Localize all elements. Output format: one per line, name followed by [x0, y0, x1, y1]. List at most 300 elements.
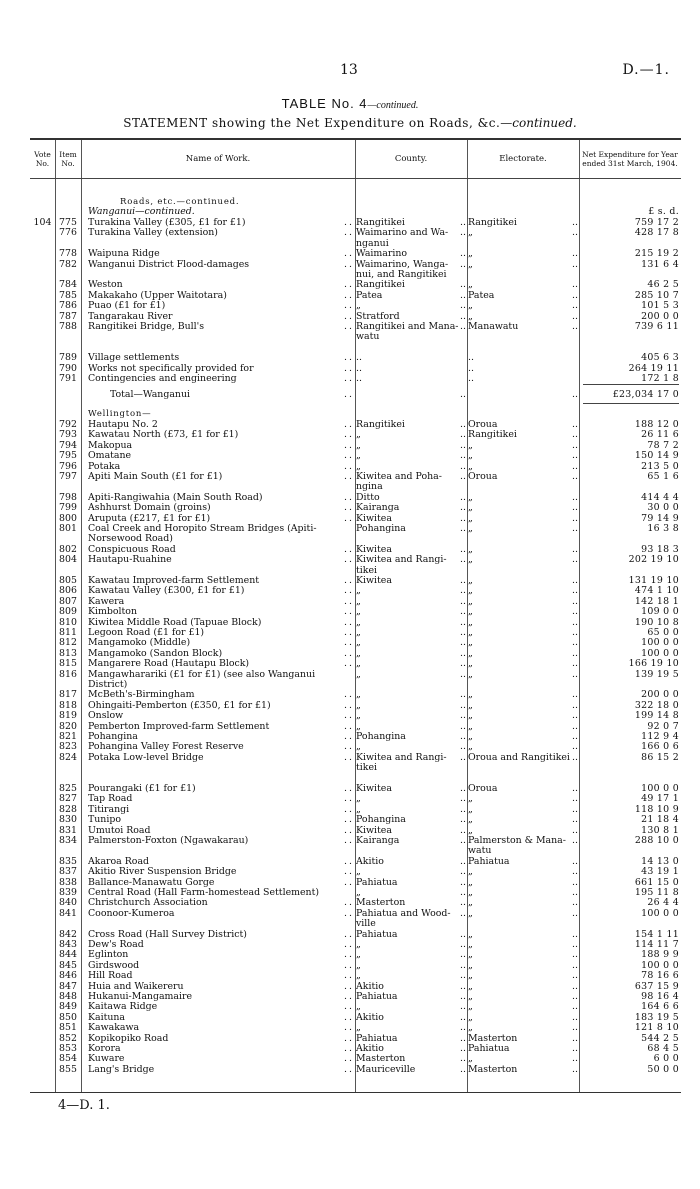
net-amount: 215 19 2 — [634, 248, 679, 260]
county: Masterton — [356, 897, 406, 909]
leader-dots: .. — [572, 824, 578, 836]
leader-dots: .. — [572, 1053, 578, 1065]
work-name: Tangarakau River — [88, 310, 173, 322]
leader-dots: .. — [460, 502, 466, 514]
county: Patea — [356, 289, 383, 301]
item-number: 792 — [59, 419, 77, 430]
leader-dots: .. — [344, 855, 354, 867]
leader-dots: .. — [460, 585, 466, 597]
table-title-suffix: —continued. — [367, 100, 419, 111]
work-name: Potaka — [88, 460, 121, 472]
net-amount: 199 14 8 — [634, 710, 679, 722]
item-number: 825 — [59, 783, 77, 794]
electorate: „ — [468, 741, 473, 753]
leader-dots: .. — [344, 897, 354, 909]
county: „ — [356, 300, 361, 312]
leader-dots: .. — [344, 616, 354, 628]
item-number: 813 — [59, 647, 77, 659]
net-amount: 183 19 5 — [634, 1011, 679, 1023]
leader-dots: .. — [344, 783, 354, 794]
leader-dots: .. — [344, 460, 354, 472]
leader-dots: .. — [344, 835, 354, 846]
leader-dots: .. — [572, 814, 578, 826]
net-amount: 213 5 0 — [641, 460, 679, 472]
item-number: 804 — [59, 554, 77, 566]
leader-dots: .. — [572, 554, 578, 566]
net-amount: 100 0 0 — [641, 783, 679, 794]
work-name: Legoon Road (£1 for £1) — [88, 627, 205, 638]
leader-dots: .. — [460, 835, 466, 846]
leader-dots: .. — [344, 907, 354, 919]
electorate: „ — [468, 991, 473, 1002]
leader-dots: .. — [572, 783, 578, 794]
item-number: 839 — [59, 887, 77, 898]
electorate: „ — [468, 949, 473, 961]
district-label-wellington: Wellington— — [88, 409, 152, 419]
leader-dots: .. — [572, 1063, 578, 1075]
electorate: „ — [468, 897, 473, 909]
item-number: 789 — [59, 352, 77, 364]
leader-dots: .. — [572, 907, 578, 919]
net-amount: 49 17 1 — [641, 793, 679, 805]
net-amount: 200 0 0 — [641, 310, 679, 322]
header-county: County. — [394, 153, 428, 164]
item-number: 778 — [59, 248, 77, 260]
work-name: Tap Road — [88, 793, 133, 805]
net-amount: 428 17 8 — [634, 227, 679, 239]
county: Stratford — [356, 310, 400, 322]
table-header — [30, 140, 681, 179]
work-name: Huia and Waikereru — [88, 980, 184, 992]
county: watu — [356, 331, 380, 343]
county: Waimarino — [356, 248, 408, 260]
leader-dots: .. — [572, 595, 578, 607]
leader-dots: .. — [344, 720, 354, 732]
work-name: Kaituna — [88, 1011, 126, 1023]
net-amount: 131 6 4 — [641, 258, 679, 270]
electorate: .. — [468, 362, 474, 374]
item-number: 784 — [59, 279, 77, 291]
item-number: 851 — [59, 1022, 77, 1034]
work-name: Hill Road — [88, 970, 133, 982]
leader-dots: .. — [460, 289, 466, 301]
electorate: „ — [468, 1001, 473, 1013]
item-number: 820 — [59, 720, 77, 732]
leader-dots: .. — [344, 1022, 354, 1034]
leader-dots: .. — [572, 227, 578, 239]
electorate: Pahiatua — [468, 855, 510, 867]
work-name: Makakaho (Upper Waitotara) — [88, 289, 227, 301]
leader-dots: .. — [460, 523, 466, 534]
electorate: Manawatu — [468, 321, 519, 332]
item-number: 787 — [59, 310, 77, 322]
county: ville — [356, 918, 376, 930]
net-amount: 166 0 6 — [641, 741, 679, 753]
electorate: „ — [468, 258, 473, 270]
item-number: 815 — [59, 658, 77, 670]
leader-dots: .. — [460, 793, 466, 805]
item-number: 834 — [59, 835, 77, 846]
work-name: Waipuna Ridge — [88, 248, 160, 260]
county: Kiwitea and Poha- — [356, 471, 442, 482]
work-name: Ohingaiti-Pemberton (£350, £1 for £1) — [88, 699, 271, 711]
leader-dots: .. — [572, 1001, 578, 1013]
leader-dots: .. — [572, 928, 578, 940]
item-number: 846 — [59, 970, 77, 982]
net-amount: 172 1 8 — [641, 373, 679, 384]
item-number: 821 — [59, 731, 77, 742]
electorate: „ — [468, 803, 473, 815]
work-name: Onslow — [88, 710, 124, 722]
leader-dots: .. — [460, 668, 466, 680]
county: Kiwitea — [356, 575, 392, 586]
net-amount: 98 16 4 — [641, 991, 679, 1002]
table-title-main: TABLE No. 4 — [281, 96, 368, 111]
leader-dots: .. — [572, 512, 578, 524]
item-number: 809 — [59, 606, 77, 618]
leader-dots: .. — [460, 606, 466, 618]
county: „ — [356, 689, 361, 701]
leader-dots: .. — [460, 907, 466, 919]
leader-dots: .. — [460, 980, 466, 992]
electorate: „ — [468, 627, 473, 638]
work-name: Girdswood — [88, 959, 140, 971]
county: tikei — [356, 762, 377, 774]
work-name: Coonoor-Kumeroa — [88, 907, 175, 919]
leader-dots: .. — [572, 585, 578, 597]
leader-dots: .. — [572, 310, 578, 322]
net-amount: 139 19 5 — [634, 668, 679, 680]
leader-dots: .. — [572, 575, 578, 586]
item-number: 790 — [59, 362, 77, 374]
work-name: Ashhurst Domain (groins) — [88, 502, 211, 514]
county: Akitio — [356, 980, 384, 992]
header-name: Name of Work. — [185, 153, 251, 164]
leader-dots: .. — [344, 389, 354, 400]
electorate: „ — [468, 1011, 473, 1023]
electorate: „ — [468, 699, 473, 711]
electorate: „ — [468, 824, 473, 836]
county: Akitio — [356, 855, 384, 867]
electorate: „ — [468, 980, 473, 992]
header-electorate: Electorate. — [499, 153, 547, 164]
net-amount: 759 17 2 — [634, 217, 679, 228]
work-name: Works not specifically provided for — [88, 362, 254, 374]
electorate: „ — [468, 658, 473, 670]
net-amount: 65 0 0 — [647, 627, 679, 638]
work-name: Kopikopiko Road — [88, 1032, 169, 1044]
expenditure-table — [30, 138, 681, 1093]
net-amount: 188 9 9 — [641, 949, 679, 961]
signature-mark: 4—D. 1. — [58, 1098, 110, 1113]
leader-dots: .. — [344, 585, 354, 597]
leader-dots: .. — [460, 616, 466, 628]
leader-dots: .. — [572, 248, 578, 260]
work-name: Lang's Bridge — [88, 1063, 155, 1075]
leader-dots: .. — [572, 419, 578, 430]
leader-dots: .. — [344, 279, 354, 291]
work-name: McBeth's-Birmingham — [88, 689, 195, 701]
county: „ — [356, 429, 361, 441]
electorate: „ — [468, 450, 473, 462]
net-amount: 739 6 11 — [634, 321, 679, 332]
net-amount: 46 2 5 — [647, 279, 679, 291]
county: „ — [356, 585, 361, 597]
work-name: Akaroa Road — [88, 855, 150, 867]
leader-dots: .. — [572, 699, 578, 711]
county: „ — [356, 939, 361, 950]
leader-dots: .. — [460, 439, 466, 451]
leader-dots: .. — [460, 450, 466, 462]
county: Pohangina — [356, 523, 406, 534]
net-amount: 78 16 6 — [641, 970, 679, 982]
item-number: 799 — [59, 502, 77, 514]
net-amount: 100 0 0 — [641, 637, 679, 649]
document-reference: D.—1. — [622, 62, 670, 78]
leader-dots: .. — [344, 949, 354, 961]
work-name: Mangamoko (Middle) — [88, 637, 191, 649]
leader-dots: .. — [572, 1022, 578, 1034]
net-amount: 195 11 8 — [634, 887, 679, 898]
county: Pahiatua — [356, 991, 398, 1002]
leader-dots: .. — [460, 389, 466, 400]
leader-dots: .. — [460, 970, 466, 982]
work-name: Hautapu-Ruahine — [88, 554, 172, 566]
work-name: Kawatau Improved-farm Settlement — [88, 575, 260, 586]
electorate: „ — [468, 543, 473, 555]
work-name: Village settlements — [88, 352, 180, 364]
net-amount: 130 8 1 — [641, 824, 679, 836]
electorate: Patea — [468, 289, 495, 301]
leader-dots: .. — [344, 658, 354, 670]
electorate: „ — [468, 491, 473, 503]
item-number: 805 — [59, 575, 77, 586]
county: „ — [356, 720, 361, 732]
net-amount: 112 9 4 — [641, 731, 679, 742]
electorate: Masterton — [468, 1063, 518, 1075]
net-amount: 114 11 7 — [634, 939, 679, 950]
leader-dots: .. — [572, 1032, 578, 1044]
work-name: Kimbolton — [88, 606, 137, 618]
leader-dots: .. — [572, 855, 578, 867]
leader-dots: .. — [344, 227, 354, 239]
leader-dots: .. — [344, 741, 354, 753]
county: „ — [356, 949, 361, 961]
net-amount: 131 19 10 — [628, 575, 679, 586]
county: „ — [356, 970, 361, 982]
item-number: 855 — [59, 1063, 77, 1075]
electorate: „ — [468, 793, 473, 805]
item-number: 776 — [59, 227, 77, 239]
leader-dots: .. — [572, 258, 578, 270]
county: nganui — [356, 237, 389, 249]
leader-dots: .. — [344, 991, 354, 1002]
table-row — [30, 1064, 681, 1076]
item-number: 786 — [59, 300, 77, 312]
electorate: „ — [468, 928, 473, 940]
currency-header: £ s. d. — [648, 206, 679, 217]
leader-dots: .. — [572, 949, 578, 961]
county: nui, and Rangitikei — [356, 269, 447, 280]
work-name: Kawatau Valley (£300, £1 for £1) — [88, 585, 245, 597]
leader-dots: .. — [344, 595, 354, 607]
leader-dots: .. — [460, 1022, 466, 1034]
leader-dots: .. — [460, 939, 466, 950]
leader-dots: .. — [572, 710, 578, 722]
work-name: Kuware — [88, 1053, 125, 1065]
item-number: 797 — [59, 471, 77, 482]
leader-dots: .. — [572, 627, 578, 638]
leader-dots: .. — [344, 258, 354, 270]
item-number: 796 — [59, 460, 77, 472]
county: „ — [356, 793, 361, 805]
electorate: „ — [468, 710, 473, 722]
leader-dots: .. — [460, 876, 466, 888]
item-number: 791 — [59, 373, 77, 384]
county: Rangitikei — [356, 217, 405, 228]
electorate: „ — [468, 300, 473, 312]
net-amount: 154 1 11 — [634, 928, 679, 940]
electorate: „ — [468, 731, 473, 742]
electorate: „ — [468, 814, 473, 826]
leader-dots: .. — [460, 855, 466, 867]
county: Kiwitea and Rangi- — [356, 751, 447, 763]
work-name: Mangawharariki (£1 for £1) (see also Wanganui — [88, 668, 316, 680]
header-vote: Vote No. — [34, 150, 51, 168]
leader-dots: .. — [460, 627, 466, 638]
net-amount: 100 0 0 — [641, 647, 679, 659]
leader-dots: .. — [344, 310, 354, 322]
net-amount: 26 11 6 — [641, 429, 679, 441]
leader-dots: .. — [344, 824, 354, 836]
leader-dots: .. — [344, 928, 354, 940]
leader-dots: .. — [460, 783, 466, 794]
leader-dots: .. — [460, 741, 466, 753]
net-amount: 79 14 9 — [641, 512, 679, 524]
county: .. — [356, 362, 362, 374]
item-number: 798 — [59, 491, 77, 503]
leader-dots: .. — [572, 668, 578, 680]
header-net-expenditure: Net Expenditure for Year ended 31st March, 1904. — [582, 150, 678, 168]
electorate: „ — [468, 439, 473, 451]
total-label: Total—Wanganui — [110, 389, 191, 400]
leader-dots: .. — [460, 897, 466, 909]
leader-dots: .. — [460, 1063, 466, 1075]
work-name: Mangamoko (Sandon Block) — [88, 647, 223, 659]
net-amount: 200 0 0 — [641, 689, 679, 701]
leader-dots: .. — [460, 1011, 466, 1023]
vote-number: 104 — [33, 217, 52, 228]
net-amount: 188 12 0 — [634, 419, 679, 430]
work-name: Palmerston-Foxton (Ngawakarau) — [88, 835, 249, 846]
net-amount: 14 13 0 — [641, 855, 679, 867]
leader-dots: .. — [460, 554, 466, 566]
county: Pahiatua and Wood- — [356, 907, 451, 919]
electorate: watu — [468, 845, 492, 857]
county: „ — [356, 627, 361, 638]
net-amount: 86 15 2 — [641, 751, 679, 763]
statement-title — [0, 116, 700, 130]
leader-dots: .. — [344, 689, 354, 701]
item-number: 818 — [59, 699, 77, 711]
leader-dots: .. — [460, 866, 466, 878]
item-number: 830 — [59, 814, 77, 826]
leader-dots: .. — [344, 575, 354, 586]
leader-dots: .. — [572, 491, 578, 503]
item-number: 842 — [59, 928, 77, 940]
item-number: 850 — [59, 1011, 77, 1023]
item-number: 807 — [59, 595, 77, 607]
work-name: Pemberton Improved-farm Settlement — [88, 720, 270, 732]
net-amount: 121 8 10 — [634, 1022, 679, 1034]
county: Kairanga — [356, 835, 400, 846]
county: Pahiatua — [356, 1032, 398, 1044]
item-number: 845 — [59, 959, 77, 971]
leader-dots: .. — [460, 720, 466, 732]
net-amount: 661 15 0 — [634, 876, 679, 888]
county: Kiwitea — [356, 783, 392, 794]
electorate: Rangitikei — [468, 217, 517, 228]
leader-dots: .. — [460, 429, 466, 441]
leader-dots: .. — [460, 689, 466, 701]
item-number: 848 — [59, 991, 77, 1002]
work-name: Pohangina — [88, 731, 138, 742]
net-amount: 414 4 4 — [641, 491, 679, 503]
work-name: Apiti Main South (£1 for £1) — [88, 471, 223, 482]
leader-dots: .. — [344, 419, 354, 430]
electorate: „ — [468, 1053, 473, 1065]
county: Kiwitea — [356, 512, 392, 524]
electorate: „ — [468, 523, 473, 534]
leader-dots: .. — [344, 502, 354, 514]
item-number: 831 — [59, 824, 77, 836]
county: Waimarino, Wanga- — [356, 258, 449, 270]
county: Masterton — [356, 1053, 406, 1065]
county: Pohangina — [356, 814, 406, 826]
item-number: 823 — [59, 741, 77, 753]
leader-dots: .. — [344, 939, 354, 950]
county: Akitio — [356, 1043, 384, 1054]
leader-dots: .. — [572, 502, 578, 514]
county: „ — [356, 959, 361, 971]
statement-title-main: STATEMENT showing the Net Expenditure on Roads, &c. — [123, 116, 501, 130]
district-label-wanganui: Wanganui—continued. — [88, 206, 195, 217]
leader-dots: .. — [344, 970, 354, 982]
item-number: 788 — [59, 321, 77, 332]
item-number: 838 — [59, 876, 77, 888]
item-number: 852 — [59, 1032, 77, 1044]
item-number: 795 — [59, 450, 77, 462]
leader-dots: .. — [460, 814, 466, 826]
electorate: „ — [468, 279, 473, 291]
leader-dots: .. — [460, 1043, 466, 1054]
page-number: 13 — [340, 62, 358, 78]
item-number: 853 — [59, 1043, 77, 1054]
electorate: „ — [468, 606, 473, 618]
electorate: „ — [468, 502, 473, 514]
item-number: 840 — [59, 897, 77, 909]
electorate: „ — [468, 637, 473, 649]
county: „ — [356, 887, 361, 898]
county: Pahiatua — [356, 876, 398, 888]
leader-dots: .. — [572, 439, 578, 451]
county: „ — [356, 616, 361, 628]
net-amount: 16 3 8 — [647, 523, 679, 534]
county: Pahiatua — [356, 928, 398, 940]
header-item: Item No. — [59, 150, 77, 168]
leader-dots: .. — [572, 450, 578, 462]
leader-dots: .. — [344, 980, 354, 992]
